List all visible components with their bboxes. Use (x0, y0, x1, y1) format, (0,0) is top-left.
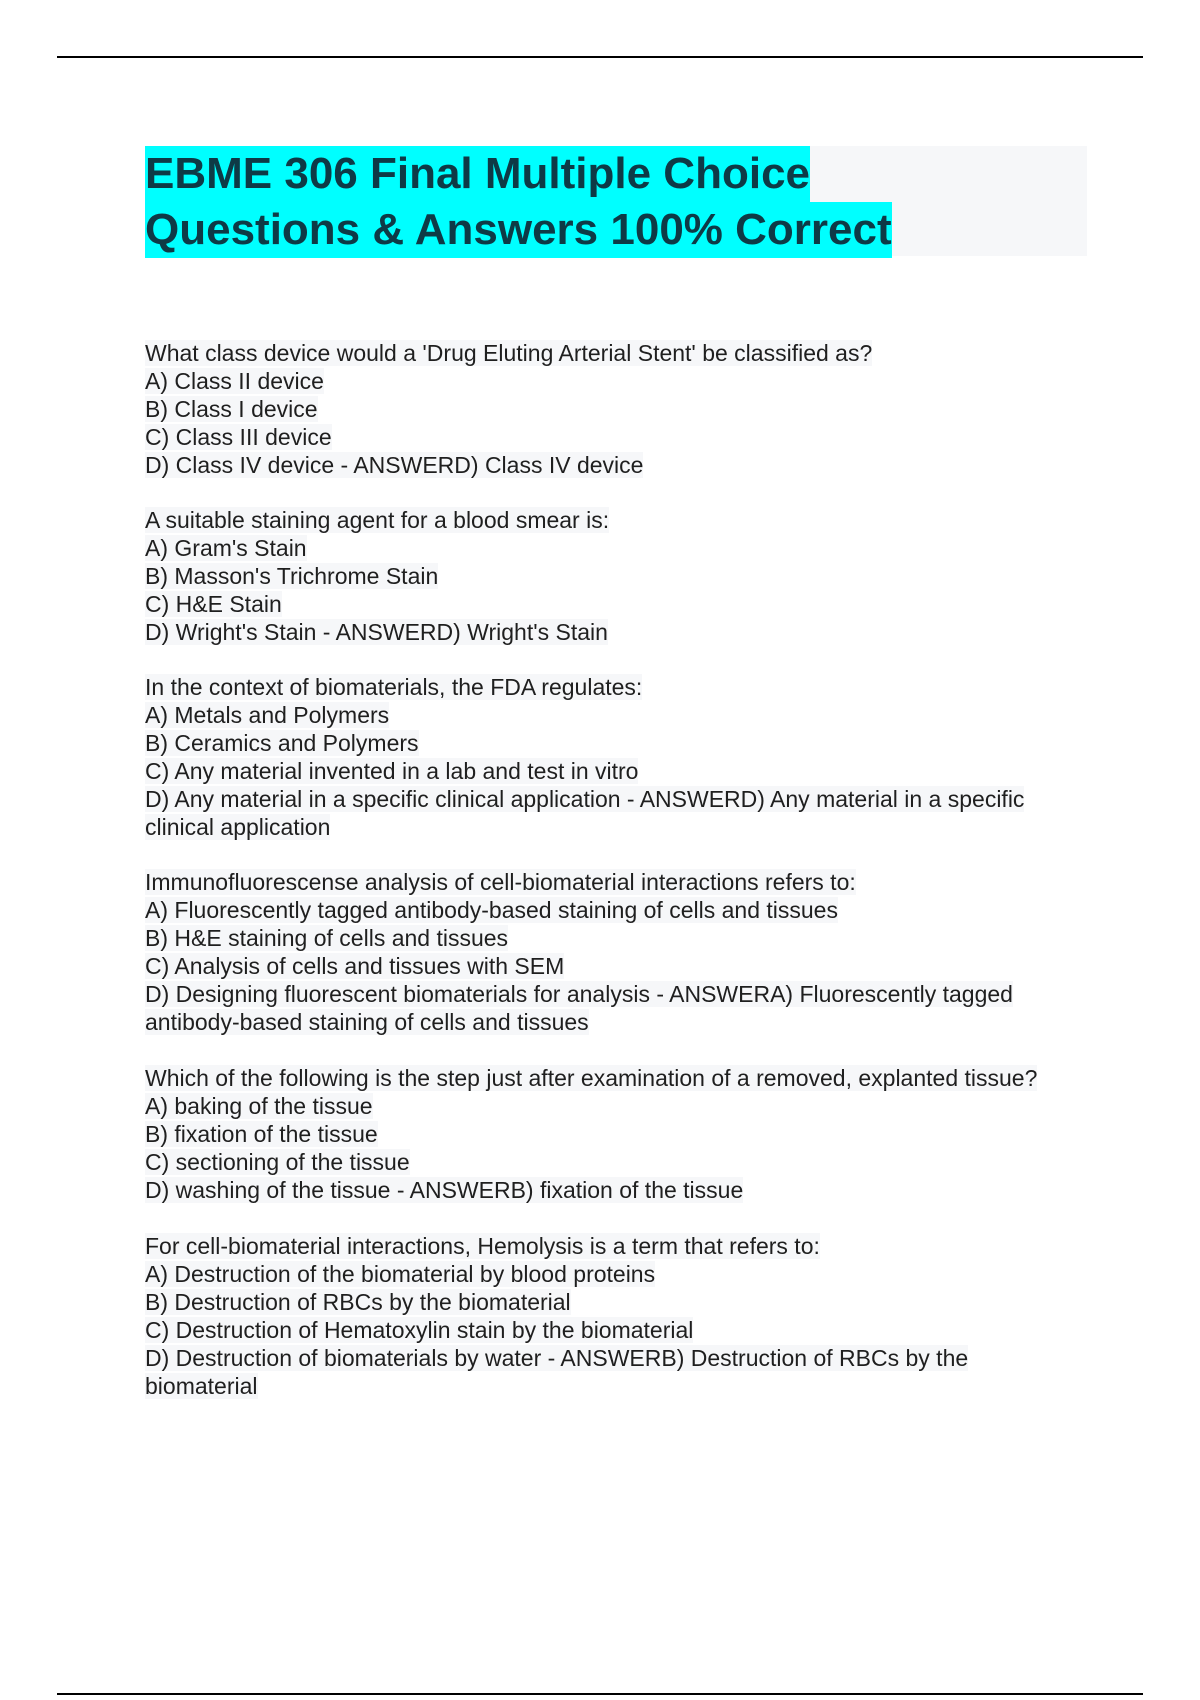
option-d-answer-continued: biomaterial (145, 1373, 258, 1399)
option-b: B) fixation of the tissue (145, 1121, 378, 1147)
option-d-answer: D) Wright's Stain - ANSWERD) Wright's Stain (145, 619, 608, 645)
option-d-answer: D) Destruction of biomaterials by water - ANSWERB) Destruction of RBCs by the (145, 1345, 969, 1371)
question-block-2 (145, 506, 1095, 646)
option-b: B) Masson's Trichrome Stain (145, 563, 439, 589)
question-text: For cell-biomaterial interactions, Hemolysis is a term that refers to: (145, 1233, 820, 1259)
option-b: B) Ceramics and Polymers (145, 730, 419, 756)
document-title-line-1: EBME 306 Final Multiple Choice (145, 146, 810, 202)
option-b: B) Class I device (145, 396, 318, 422)
option-c: C) Class III device (145, 424, 332, 450)
option-b: B) Destruction of RBCs by the biomaterial (145, 1289, 571, 1315)
question-block-1 (145, 339, 1095, 479)
question-text: In the context of biomaterials, the FDA regulates: (145, 674, 643, 700)
option-d-answer-continued: clinical application (145, 814, 331, 840)
document-title-line-2: Questions & Answers 100% Correct (145, 202, 892, 258)
option-c: C) Destruction of Hematoxylin stain by the biomaterial (145, 1317, 694, 1343)
question-text: Immunofluorescense analysis of cell-biomaterial interactions refers to: (145, 869, 856, 895)
option-a: A) Fluorescently tagged antibody-based staining of cells and tissues (145, 897, 838, 923)
option-a: A) baking of the tissue (145, 1093, 373, 1119)
question-text: What class device would a 'Drug Eluting Arterial Stent' be classified as? (145, 340, 873, 366)
option-d-answer-continued: antibody-based staining of cells and tissues (145, 1009, 589, 1035)
question-block-5 (145, 1064, 1095, 1204)
option-d-answer: D) Class IV device - ANSWERD) Class IV device (145, 452, 644, 478)
question-text: A suitable staining agent for a blood smear is: (145, 507, 610, 533)
option-c: C) sectioning of the tissue (145, 1149, 410, 1175)
question-block-4 (145, 868, 1095, 1036)
option-c: C) Any material invented in a lab and test in vitro (145, 758, 639, 784)
bottom-rule (57, 1693, 1143, 1695)
question-text: Which of the following is the step just after examination of a removed, explanted tissue? (145, 1065, 1038, 1091)
option-a: A) Class II device (145, 368, 324, 394)
question-block-6 (145, 1232, 1095, 1400)
top-rule (57, 56, 1143, 58)
option-c: C) H&E Stain (145, 591, 282, 617)
option-a: A) Destruction of the biomaterial by blood proteins (145, 1261, 656, 1287)
question-block-3 (145, 673, 1095, 841)
option-a: A) Gram's Stain (145, 535, 307, 561)
option-d-answer: D) washing of the tissue - ANSWERB) fixation of the tissue (145, 1177, 744, 1203)
option-b: B) H&E staining of cells and tissues (145, 925, 509, 951)
option-c: C) Analysis of cells and tissues with SEM (145, 953, 565, 979)
option-a: A) Metals and Polymers (145, 702, 390, 728)
option-d-answer: D) Designing fluorescent biomaterials for analysis - ANSWERA) Fluorescently tagged (145, 981, 1013, 1007)
option-d-answer: D) Any material in a specific clinical application - ANSWERD) Any material in a specific (145, 786, 1025, 812)
